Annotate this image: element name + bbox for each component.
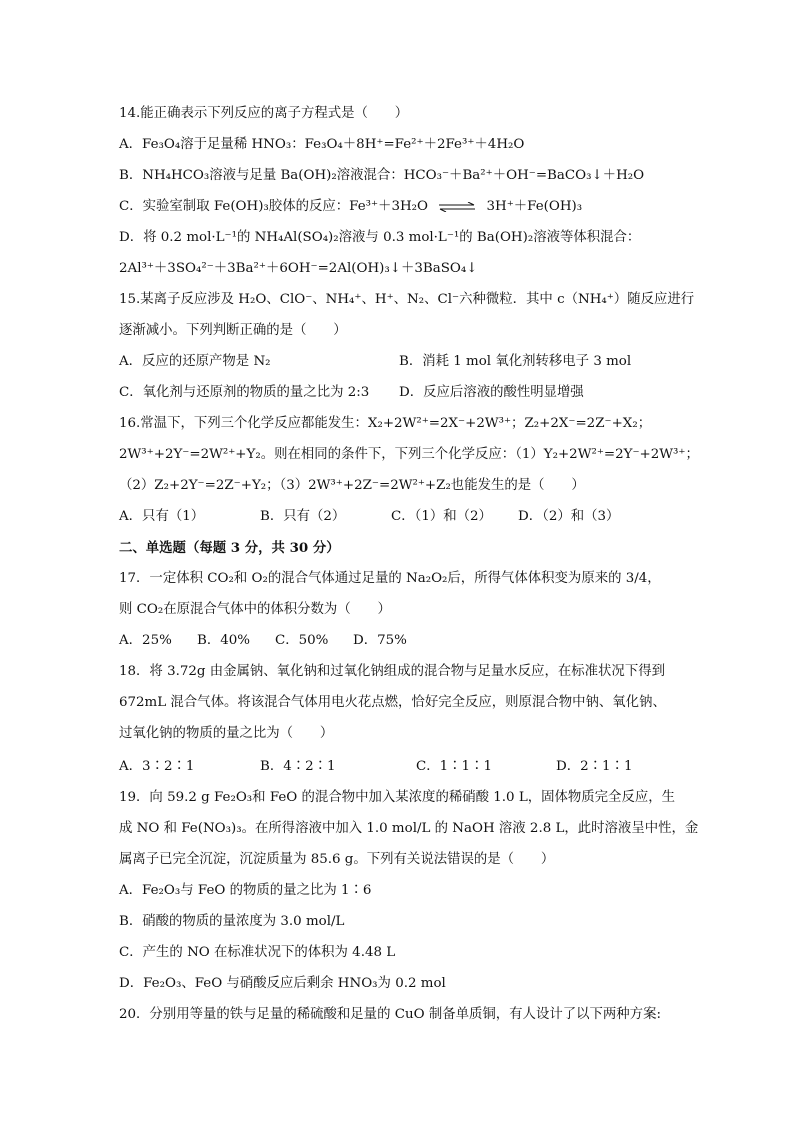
q16-option-a: A．只有（1） — [119, 509, 205, 524]
q15-option-b: B．消耗 1 mol 氧化剂转移电子 3 mol — [399, 354, 632, 369]
q17-option-a: A．25% — [119, 633, 172, 648]
q18-option-b: B．4∶2∶1 — [260, 759, 336, 774]
q19-stem-line3: 属离子已完全沉淀，沉淀质量为 85.6 g。下列有关说法错误的是（ ） — [119, 852, 555, 867]
q19-stem-line1: 19．向 59.2 g Fe₂O₃和 FeO 的混合物中加入某浓度的稀硝酸 1.0 L，固体物质完全反应，生 — [119, 790, 676, 805]
q17-stem-line1: 17．一定体积 CO₂和 O₂的混合气体通过足量的 Na₂O₂后，所得气体体积变为原来的 3/4， — [119, 571, 661, 586]
q16-option-d: D．（2）和（3） — [518, 509, 620, 524]
q14-option-d-line1: D．将 0.2 mol·L⁻¹的 NH₄Al(SO₄)₂溶液与 0.3 mol·L⁻¹的 Ba(OH)₂溶液等体积混合： — [119, 230, 641, 245]
q16-stem-line3: （2）Z₂+2Y⁻=2Z⁻+Y₂；（3）2W³⁺+2Z⁻=2W²⁺+Z₂也能发生的是（ ） — [119, 478, 585, 493]
q14-option-b: B．NH₄HCO₃溶液与足量 Ba(OH)₂溶液混合：HCO₃⁻＋Ba²⁺＋OH⁻=BaCO₃↓＋H₂O — [119, 168, 645, 183]
q14-option-c — [119, 197, 582, 217]
q15-option-a: A．反应的还原产物是 N₂ — [119, 354, 271, 369]
q16-stem-line2: 2W³⁺+2Y⁻=2W²⁺+Y₂。则在相同的条件下，下列三个化学反应：（1）Y₂+2W²⁺=2Y⁻+2W³⁺； — [119, 447, 699, 462]
section-heading: 二、单选题（每题 3 分，共 30 分） — [119, 540, 340, 556]
q14-option-c-left: C．实验室制取 Fe(OH)₃胶体的反应：Fe³⁺＋3H₂O — [119, 199, 428, 214]
q20-stem-line1: 20．分别用等量的铁与足量的稀硫酸和足量的 CuO 制备单质铜，有人设计了以下两种方案: — [119, 1007, 661, 1022]
q17-option-b: B．40% — [197, 633, 250, 648]
q18-stem-line2: 672mL 混合气体。将该混合气体用电火花点燃，恰好完全反应，则原混合物中钠、氧化钠、 — [119, 695, 666, 710]
q18-option-a: A．3∶2∶1 — [119, 759, 195, 774]
reversible-arrow-icon — [438, 202, 476, 212]
q18-option-d: D．2∶1∶1 — [556, 759, 633, 774]
q15-option-c: C．氧化剂与还原剂的物质的量之比为 2:3 — [119, 385, 370, 400]
q18-stem-line1: 18．将 3.72g 由金属钠、氧化钠和过氧化钠组成的混合物与足量水反应，在标准状况下得到 — [119, 664, 665, 679]
q15-option-d: D．反应后溶液的酸性明显增强 — [399, 385, 584, 400]
q19-option-b: B．硝酸的物质的量浓度为 3.0 mol/L — [119, 914, 345, 929]
q19-option-d: D．Fe₂O₃、FeO 与硝酸反应后剩余 HNO₃为 0.2 mol — [119, 976, 446, 991]
q17-option-d: D．75% — [353, 633, 407, 648]
q19-option-c: C．产生的 NO 在标准状况下的体积为 4.48 L — [119, 945, 396, 960]
q14-option-c-right: 3H⁺＋Fe(OH)₃ — [486, 199, 583, 214]
q15-stem-line1: 15.某离子反应涉及 H₂O、ClO⁻、NH₄⁺、H⁺、N₂、Cl⁻六种微粒．其中 c（NH₄⁺）随反应进行 — [119, 292, 695, 307]
q16-stem-line1: 16.常温下，下列三个化学反应都能发生：X₂+2W²⁺=2X⁻+2W³⁺；Z₂+2X⁻=2Z⁻+X₂； — [119, 416, 652, 431]
q14-stem: 14.能正确表示下列反应的离子方程式是（ ） — [119, 106, 409, 121]
q16-option-b: B．只有（2） — [260, 509, 346, 524]
q19-option-a: A．Fe₂O₃与 FeO 的物质的量之比为 1∶6 — [119, 883, 372, 898]
q17-option-c: C．50% — [275, 633, 329, 648]
q19-stem-line2: 成 NO 和 Fe(NO₃)₃。在所得溶液中加入 1.0 mol/L 的 NaOH 溶液 2.8 L，此时溶液呈中性，金 — [119, 821, 699, 836]
q15-stem-line2: 逐渐减小。下列判断正确的是（ ） — [119, 323, 347, 338]
q14-option-d-line2: 2Al³⁺＋3SO₄²⁻＋3Ba²⁺＋6OH⁻=2Al(OH)₃↓＋3BaSO₄↓ — [119, 261, 478, 276]
q18-stem-line3: 过氧化钠的物质的量之比为（ ） — [119, 726, 334, 741]
q17-stem-line2: 则 CO₂在原混合气体中的体积分数为（ ） — [119, 602, 391, 617]
q14-option-a: A．Fe₃O₄溶于足量稀 HNO₃：Fe₃O₄＋8H⁺=Fe²⁺＋2Fe³⁺＋4H₂O — [119, 137, 525, 152]
q16-option-c: C．（1）和（2） — [391, 509, 492, 524]
q18-option-c: C．1∶1∶1 — [416, 759, 492, 774]
